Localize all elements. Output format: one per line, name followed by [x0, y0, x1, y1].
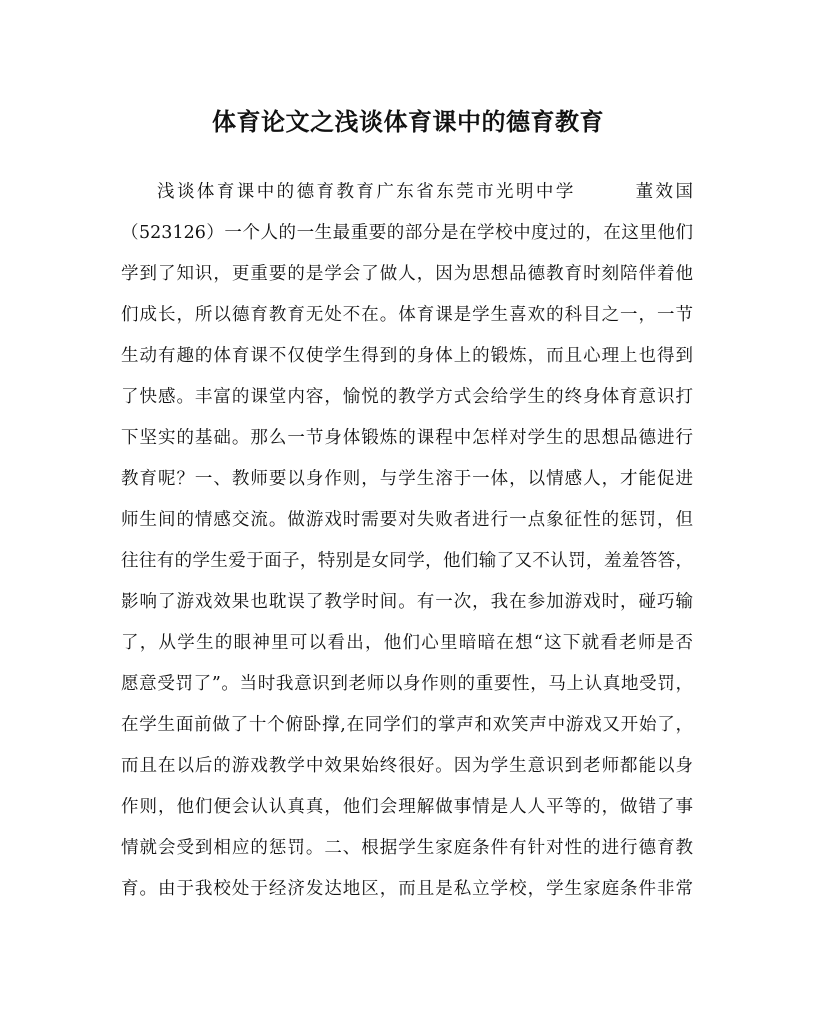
body-line: 愿意受罚了”。当时我意识到老师以身作则的重要性，马上认真地受罚， — [121, 674, 693, 694]
body-line: 学到了知识，更重要的是学会了做人，因为思想品德教育时刻陪伴着他 — [121, 264, 693, 284]
body-line: 在学生面前做了十个俯卧撑,在同学们的掌声和欢笑声中游戏又开始了， — [121, 715, 693, 735]
body-line: 了快感。丰富的课堂内容，愉悦的教学方式会给学生的终身体育意识打 — [121, 387, 693, 407]
body-line: 了，从学生的眼神里可以看出，他们心里暗暗在想“这下就看老师是否 — [121, 633, 693, 653]
body-line: 影响了游戏效果也耽误了教学时间。有一次，我在参加游戏时，碰巧输 — [121, 592, 693, 612]
body-line: 往往有的学生爱于面子，特别是女同学，他们输了又不认罚，羞羞答答， — [121, 551, 693, 571]
body-line: 作则，他们便会认认真真，他们会理解做事情是人人平等的，做错了事 — [121, 797, 693, 817]
body-line: 育。由于我校处于经济发达地区，而且是私立学校，学生家庭条件非常 — [121, 879, 693, 899]
body-line: （523126）一个人的一生最重要的部分是在学校中度过的，在这里他们 — [121, 223, 693, 243]
body-line: 教育呢？一、教师要以身作则，与学生溶于一体，以情感人，才能促进 — [121, 469, 693, 489]
body-line: 而且在以后的游戏教学中效果始终很好。因为学生意识到老师都能以身 — [121, 756, 693, 776]
body-line: 情就会受到相应的惩罚。二、根据学生家庭条件有针对性的进行德育教 — [121, 838, 693, 858]
body-line: 浅谈体育课中的德育教育广东省东莞市光明中学 董效国 — [157, 182, 693, 202]
body-line: 们成长，所以德育教育无处不在。体育课是学生喜欢的科目之一，一节 — [121, 305, 693, 325]
body-line: 师生间的情感交流。做游戏时需要对失败者进行一点象征性的惩罚，但 — [121, 510, 693, 530]
body-line: 生动有趣的体育课不仅使学生得到的身体上的锻炼，而且心理上也得到 — [121, 346, 693, 366]
body-line: 下坚实的基础。那么一节身体锻炼的课程中怎样对学生的思想品德进行 — [121, 428, 693, 448]
document-title: 体育论文之浅谈体育课中的德育教育 — [212, 107, 604, 136]
